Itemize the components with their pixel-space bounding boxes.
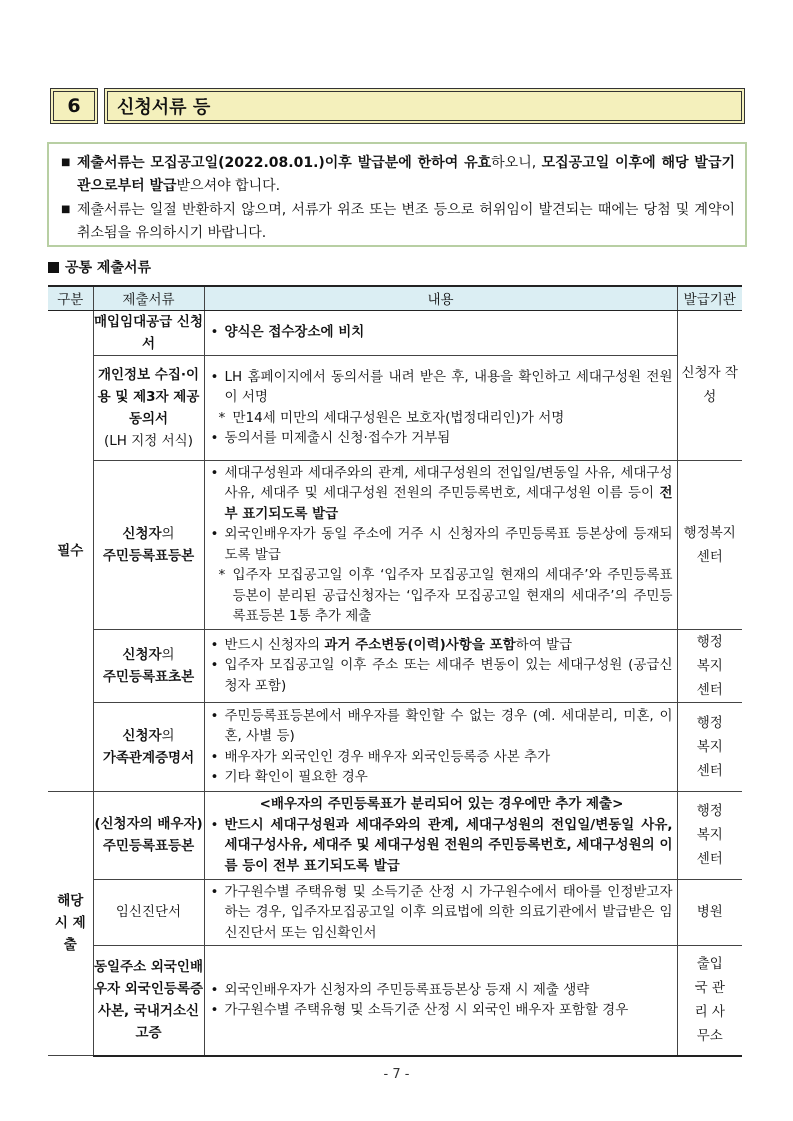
document-name: 개인정보 수집·이용 및 제3자 제공 동의서 (LH 지정 서식)	[93, 355, 204, 460]
table-row	[48, 791, 742, 879]
notice-text: 모집공고일 이후에 해당 발급기관으로부터 발급	[77, 155, 736, 194]
document-content	[204, 460, 677, 629]
document-content	[204, 629, 677, 702]
list-item: * 입주자 모집공고일 이후 ‘입주자 모집공고일 현재의 세대주’와 주민등록표등본이 분리된 공급신청자는 ‘입주자 모집공고일 현재의 세대주’의 주민등록표등본 1통 추가 제출	[218, 567, 673, 624]
issuer: 행정 복지 센터	[677, 702, 742, 791]
category-conditional: 해당시 제출	[48, 791, 93, 1056]
header-category: 구분	[48, 286, 93, 310]
list-item: • 양식은 접수장소에 비치	[210, 324, 365, 341]
document-name: 매입임대공급 신청서	[93, 310, 204, 355]
list-item: • 세대구성원과 세대주와의 관계, 세대구성원의 전입일/변동일 사유, 세대구성 사유, 세대주 및 세대구성원 전원의 주민등록번호, 세대구성원 이름 등이 전부 표기되도록 발급	[210, 464, 673, 522]
table-header-row	[48, 286, 742, 310]
document-name: 신청자의 주민등록표초본	[93, 629, 204, 702]
list-item: • LH 홈페이지에서 동의서를 내려 받은 후, 내용을 확인하고 세대구성원 전원이 서명	[210, 368, 673, 405]
header-issuer: 발급기관	[677, 286, 742, 310]
notice-box	[47, 142, 747, 247]
issuer: 행정 복지 센터	[677, 791, 742, 879]
table-row	[48, 310, 742, 355]
list-item: • 반드시 신청자의 과거 주소변동(이력)사항을 포함하여 발급	[210, 636, 573, 653]
list-item: • 가구원수별 주택유형 및 소득기준 산정 시 외국인 배우자 포함할 경우	[210, 1002, 629, 1019]
document-content	[204, 791, 677, 879]
section-title: 신청서류 등	[104, 88, 745, 124]
document-content	[204, 879, 677, 946]
table-row	[48, 460, 742, 629]
section-header	[50, 88, 745, 124]
list-item: • 외국인배우자가 신청자의 주민등록표등본상 등재 시 제출 생략	[210, 981, 590, 998]
document-content	[204, 355, 677, 460]
square-bullet-icon	[48, 262, 59, 273]
notice-text: 받으셔야 합니다.	[176, 177, 281, 194]
table-row	[48, 946, 742, 1056]
notice-text: 제출서류는 일절 반환하지 않으며, 서류가 위조 또는 변조 등으로 허위임이 발견되는 때에는 당첨 및 계약이 취소됨을 유의하시기 바랍니다.	[77, 202, 735, 241]
list-item: • 외국인배우자가 동일 주소에 거주 시 신청자의 주민등록표 등본상에 등재되도록 발급	[210, 526, 673, 563]
list-item: • 기타 확인이 필요한 경우	[210, 769, 368, 785]
issuer: 신청자 작성	[677, 310, 742, 460]
notice-item	[61, 199, 735, 244]
category-required: 필수	[48, 310, 93, 791]
document-name: 신청자의 가족관계증명서	[93, 702, 204, 791]
notice-text: 하오니,	[491, 155, 542, 171]
section-number: 6	[50, 88, 98, 124]
list-item: * 만14세 미만의 세대구성원은 보호자(법정대리인)가 서명	[218, 409, 565, 426]
list-item: • 반드시 세대구성원과 세대주와의 관계, 세대구성원의 전입일/변동일 사유, 세대구성사유, 세대주 및 세대구성원 전원의 주민등록번호, 세대구성원의 이름 등이 전부 표기되도록 발급	[210, 816, 673, 874]
document-name: 동일주소 외국인배우자 외국인등록증 사본, 국내거소신고증	[93, 946, 204, 1056]
issuer: 병원	[677, 879, 742, 946]
page-number: - 7 -	[383, 1067, 410, 1082]
document-content	[204, 702, 677, 791]
issuer: 행정 복지 센터	[677, 629, 742, 702]
document-content	[204, 310, 677, 355]
document-name: (신청자의 배우자) 주민등록표등본	[93, 791, 204, 879]
heading-text: 공통 제출서류	[65, 260, 152, 276]
document-name: 신청자의 주민등록표등본	[93, 460, 204, 629]
documents-table	[48, 285, 742, 1057]
table-row	[48, 355, 742, 460]
table-row	[48, 629, 742, 702]
list-item: • 동의서를 미제출시 신청·접수가 거부됨	[210, 430, 451, 446]
header-document: 제출서류	[93, 286, 204, 310]
issuer: 출입국 관리 사무소	[677, 946, 742, 1056]
list-item: • 입주자 모집공고일 이후 주소 또는 세대주 변동이 있는 세대구성원 (공급신청자 포함)	[210, 657, 673, 694]
issuer: 행정복지센터	[677, 460, 742, 629]
square-bullet-icon: ■	[61, 157, 71, 168]
table-row	[48, 879, 742, 946]
notice-item	[61, 152, 735, 197]
document-content	[204, 946, 677, 1056]
list-item: • 배우자가 외국인인 경우 배우자 외국인등록증 사본 추가	[210, 748, 551, 765]
table-row	[48, 702, 742, 791]
list-item: <배우자의 주민등록표가 분리되어 있는 경우에만 추가 제출>	[259, 796, 624, 812]
list-item: • 가구원수별 주택유형 및 소득기준 산정 시 가구원수에서 태아를 인정받고자 하는 경우, 입주자모집공고일 이후 의료법에 의한 의료기관에서 발급받은 임신진단서 또는 임신확인서	[210, 883, 673, 941]
common-documents-heading	[48, 257, 151, 277]
list-item: • 주민등록표등본에서 배우자를 확인할 수 없는 경우 (예. 세대분리, 미혼, 이혼, 사별 등)	[210, 707, 673, 744]
square-bullet-icon: ■	[61, 204, 71, 215]
header-content: 내용	[204, 286, 677, 310]
document-name: 임신진단서	[93, 879, 204, 946]
notice-text: 제출서류는 모집공고일(2022.08.01.)이후 발급분에 한하여 유효	[77, 155, 492, 171]
